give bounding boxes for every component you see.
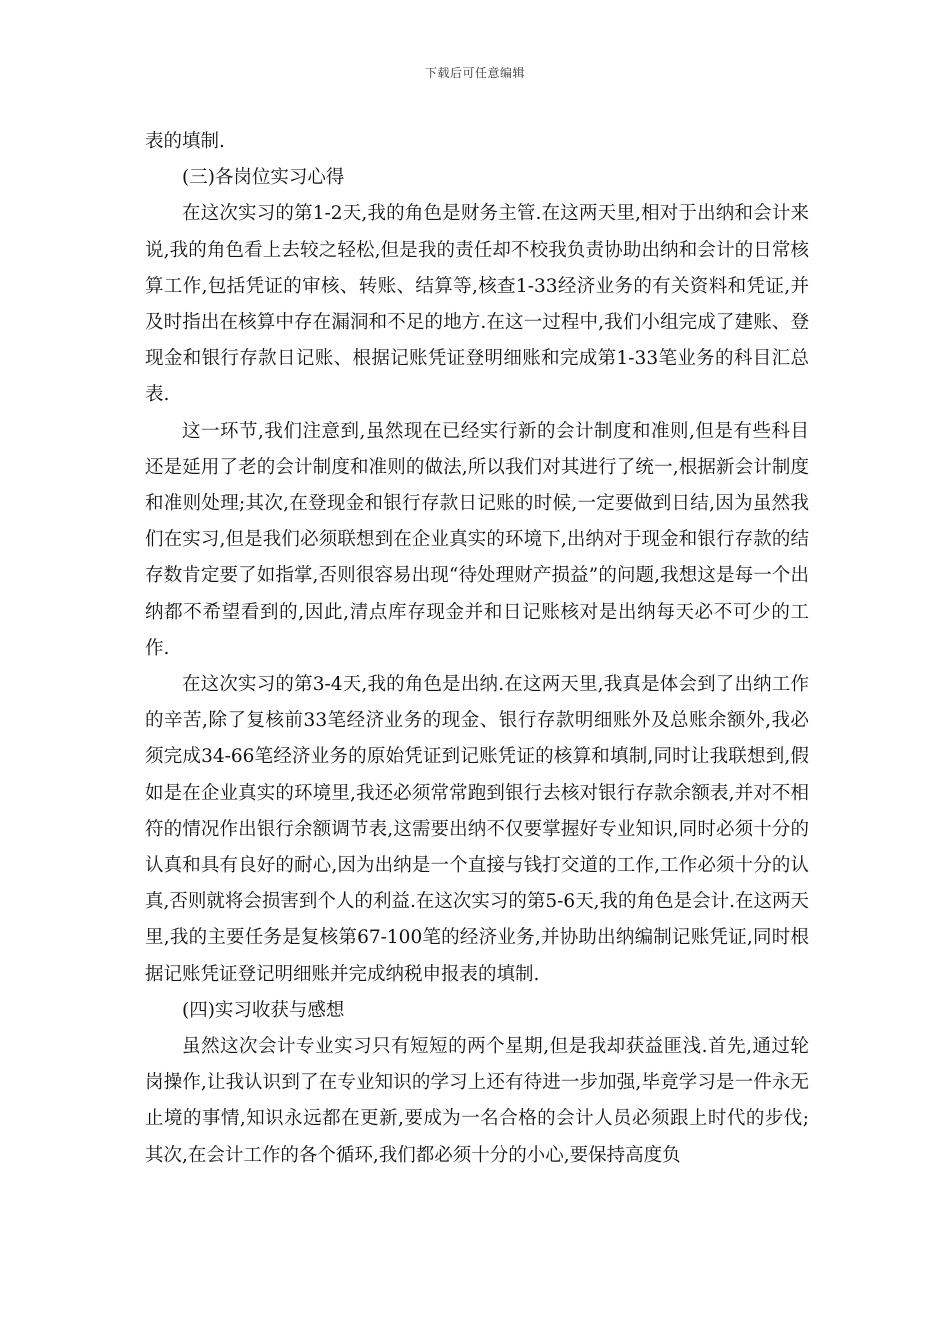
- section-heading-3: (三)各岗位实习心得: [182, 167, 345, 189]
- paragraph-5: 虽然这次会计专业实习只有短短的两个星期,但是我却获益匪浅.首先,通过轮岗操作,让我认识到了在专业知识的学习上还有待进一步加强,毕竟学习是一件永无止境的事情,知识永远都在更新,要成为一名合格的会计人员必须跟上时代的步伐;其次,在会计工作的各个循环,我们都必须十分的小心,要保持高度负: [145, 1036, 809, 1166]
- paragraph-3: 这一环节,我们注意到,虽然现在已经实行新的会计制度和准则,但是有些科目还是延用了老的会计制度和准则的做法,所以我们对其进行了统一,根据新会计制度和准则处理;其次,在登现金和银行存款日记账的时候,一定要做到日结,因为虽然我们在实习,但是我们必须联想到在企业真实的环境下,出纳对于现金和银行存款的结存数肯定要了如指掌,否则很容易出现“待处理财产损益”的问题,我想这是每一个出纳都不希望看到的,因此,清点库存现金并和日记账核对是出纳每天必不可少的工作.: [145, 420, 809, 659]
- document-body: [145, 124, 809, 1174]
- paragraph-2: 在这次实习的第1-2天,我的角色是财务主管.在这两天里,相对于出纳和会计来说,我的角色看上去较之轻松,但是我的责任却不校我负责协助出纳和会计的日常核算工作,包括凭证的审核、转账、结算等,核查1-33经济业务的有关资料和凭证,并及时指出在核算中存在漏洞和不足的地方.在这一过程中,我们小组完成了建账、登现金和银行存款日记账、根据记账凭证登明细账和完成第1-33笔业务的科目汇总表.: [145, 203, 809, 406]
- section-heading-4: (四)实习收获与感想: [182, 999, 345, 1021]
- paragraph-4: 在这次实习的第3-4天,我的角色是出纳.在这两天里,我真是体会到了出纳工作的辛苦,除了复核前33笔经济业务的现金、银行存款明细账外及总账余额外,我必须完成34-66笔经济业务的原始凭证到记账凭证的核算和填制,同时让我联想到,假如是在企业真实的环境里,我还必须常常跑到银行去核对银行存款余额表,并对不相符的情况作出银行余额调节表,这需要出纳不仅要掌握好专业知识,同时必须十分的认真和具有良好的耐心,因为出纳是一个直接与钱打交道的工作,工作必须十分的认真,否则就将会损害到个人的利益.在这次实习的第5-6天,我的角色是会计.在这两天里,我的主要任务是复核第67-100笔的经济业务,并协助出纳编制记账凭证,同时根据记账凭证登记明细账并完成纳税申报表的填制.: [145, 674, 809, 985]
- page-header: 下载后可任意编辑: [424, 66, 525, 80]
- paragraph-1: 表的填制.: [145, 131, 225, 152]
